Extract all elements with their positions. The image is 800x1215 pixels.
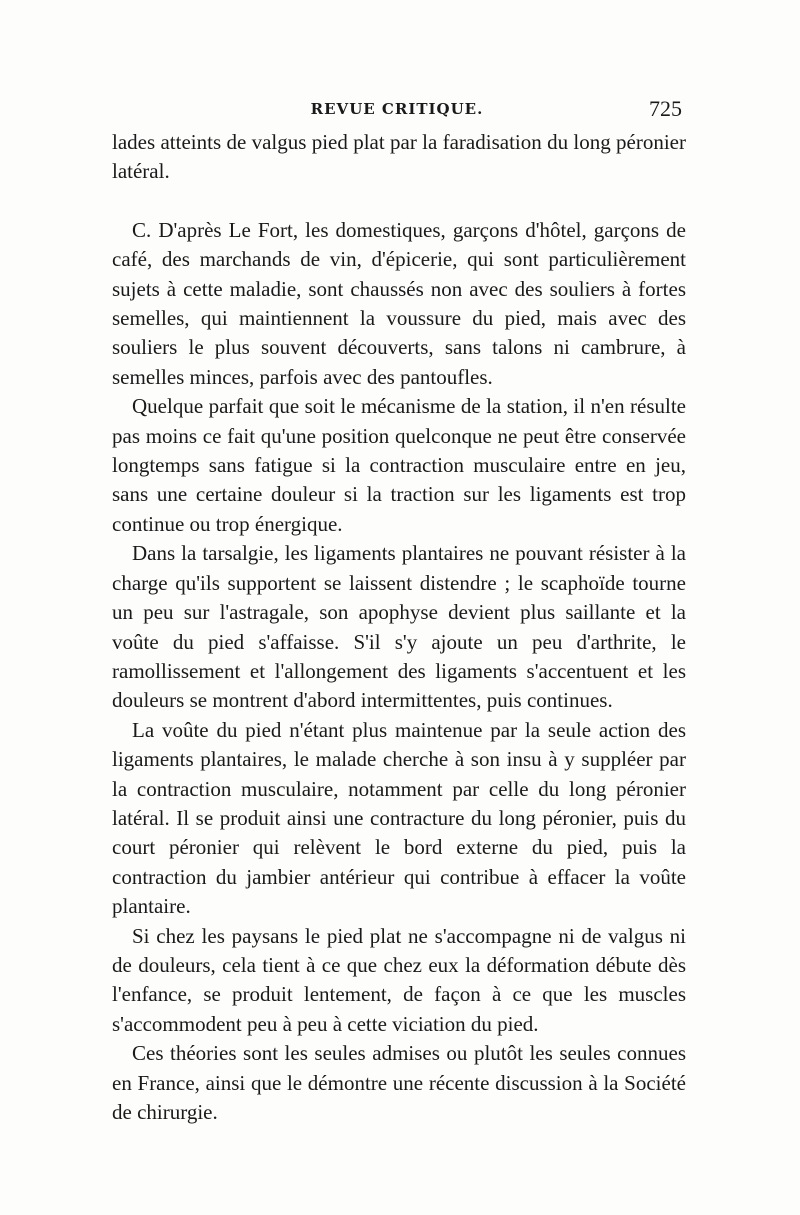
paragraph-theories: Ces théories sont les seules admises ou plutôt les seules connues en France, ainsi que le démontre une récente discussion à la Société de chirurgie.	[112, 1041, 686, 1124]
paragraph-station: Quelque parfait que soit le mécanisme de la station, il n'en résulte pas moins ce fait qu'une position quelconque ne peut être conservée longtemps sans fatigue si la contraction musculaire entre en jeu, sans une certaine douleur si la traction sur les ligaments est trop continue ou trop énergique.	[112, 394, 686, 536]
page-number: 725	[649, 96, 682, 121]
paragraph-voute: La voûte du pied n'étant plus maintenue par la seule action des ligaments plantaires, le malade cherche à son insu à y suppléer par la contraction musculaire, notamment par celle du long péronier latéral. Il se produit ainsi une contracture du long péronier, puis du court péronier qui relèvent le bord externe du pied, puis la contraction du jambier antérieur qui contribue à effacer la voûte plantaire.	[112, 717, 686, 919]
paragraph-continuation: lades atteints de valgus pied plat par la faradisation du long péronier latéral.	[112, 130, 686, 184]
page-header	[112, 96, 682, 122]
body-text	[112, 128, 686, 1127]
paragraph-paysans: Si chez les paysans le pied plat ne s'accompagne ni de valgus ni de douleurs, cela tient à ce que chez eux la déformation débute dès l'enfance, se produit lentement, de façon à ce que les muscles s'accommodent peu à peu à cette viciation du pied.	[112, 923, 686, 1036]
paragraph-le-fort: C. D'après Le Fort, les domestiques, garçons d'hôtel, garçons de café, des marchands de vin, d'épicerie, qui sont particulièrement sujets à cette maladie, sont chaussés non avec des souliers à fortes semelles, qui maintiennent la voussure du pied, mais avec des souliers le plus souvent découverts, sans talons ni cambrure, à semelles minces, parfois avec des pantoufles.	[112, 217, 686, 389]
running-title: REVUE CRITIQUE.	[310, 100, 484, 118]
paragraph-tarsalgie: Dans la tarsalgie, les ligaments plantaires ne pouvant résister à la charge qu'ils supportent se laissent distendre ; le scaphoïde tourne un peu sur l'astragale, son apophyse devient plus saillante et la voûte du pied s'affaisse. S'il s'y ajoute un peu d'arthrite, le ramollissement et l'allongement des ligaments s'accentuent et les douleurs se montrent d'abord intermittentes, puis continues.	[112, 541, 686, 713]
